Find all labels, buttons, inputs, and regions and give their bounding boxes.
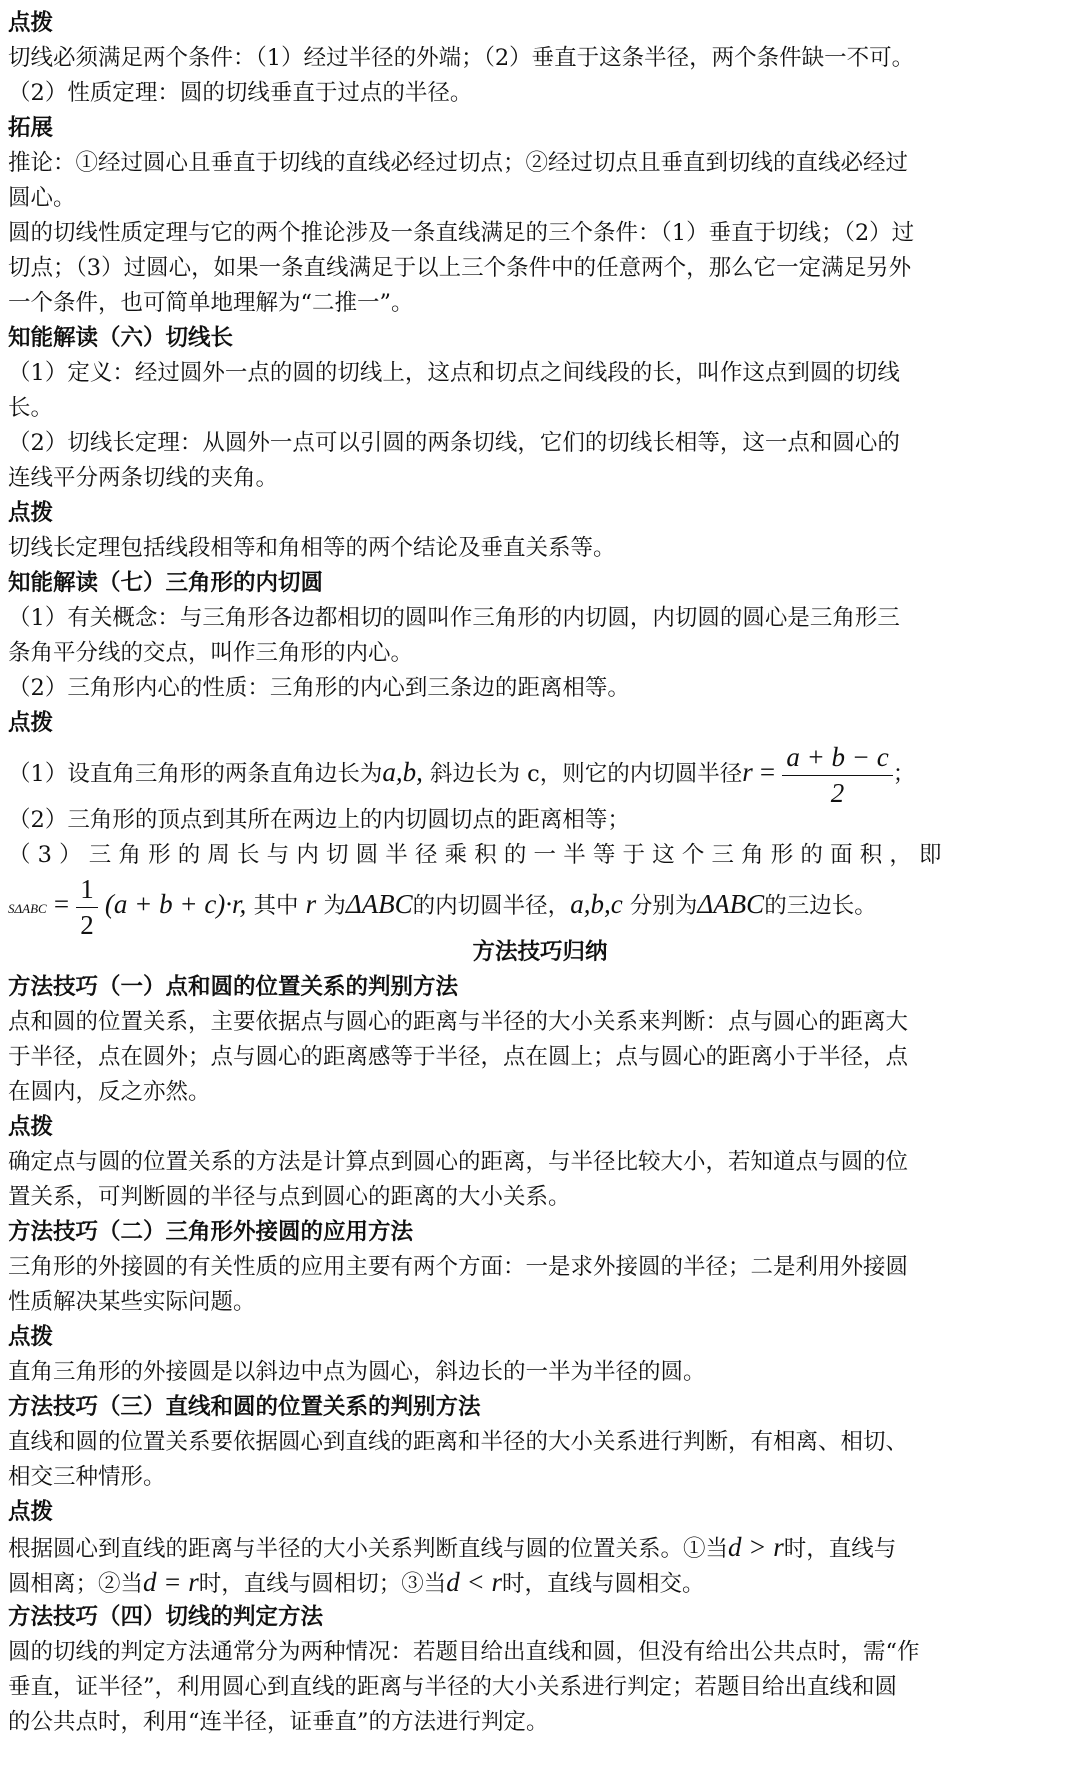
paragraph-line: 直线和圆的位置关系要依据圆心到直线的距离和半径的大小关系进行判断，有相离、相切、 bbox=[8, 1429, 909, 1455]
paragraph-line: 置关系，可判断圆的半径与点到圆心的距离的大小关系。 bbox=[8, 1184, 571, 1210]
paragraph-line: 连线平分两条切线的夹角。 bbox=[8, 465, 279, 491]
paragraph-line: 相交三种情形。 bbox=[8, 1464, 166, 1490]
paragraph-line: （2）性质定理：圆的切线垂直于过点的半径。 bbox=[8, 80, 473, 106]
section-title-methods: 方法技巧归纳 bbox=[472, 939, 608, 965]
section-heading-incircle: 知能解读（七）三角形的内切圆 bbox=[8, 570, 324, 596]
heading-dianbo: 点拨 bbox=[8, 710, 54, 736]
paragraph-line: （1）有关概念：与三角形各边都相切的圆叫作三角形的内切圆，内切圆的圆心是三角形三 bbox=[8, 605, 900, 631]
paragraph-line: 圆心。 bbox=[8, 185, 76, 211]
paragraph-line: 性质解决某些实际问题。 bbox=[8, 1289, 256, 1315]
paragraph-line: 在圆内，反之亦然。 bbox=[8, 1079, 211, 1105]
formula-line-position-1: 根据圆心到直线的距离与半径的大小关系判断直线与圆的位置关系。①当d > r时，直线与 bbox=[8, 1532, 897, 1562]
paragraph-line: （2）切线长定理：从圆外一点可以引圆的两条切线，它们的切线长相等，这一点和圆心的 bbox=[8, 430, 900, 456]
section-heading-method-3: 方法技巧（三）直线和圆的位置关系的判别方法 bbox=[8, 1394, 481, 1420]
paragraph-line: 圆的切线的判定方法通常分为两种情况：若题目给出直线和圆，但没有给出公共点时，需“作 bbox=[8, 1639, 920, 1665]
heading-dianbo: 点拨 bbox=[8, 1499, 54, 1525]
fraction-half: $\frac{1}{2}$ bbox=[76, 876, 98, 936]
formula-line-position-2: 圆相离；②当d = r时，直线与圆相切；③当d < r时，直线与圆相交。 bbox=[8, 1567, 705, 1597]
heading-dianbo: 点拨 bbox=[8, 500, 54, 526]
paragraph-line: 推论：①经过圆心且垂直于切线的直线必经过切点；②经过切点且垂直到切线的直线必经过 bbox=[8, 150, 909, 176]
paragraph-line: 条角平分线的交点，叫作三角形的内心。 bbox=[8, 640, 414, 666]
heading-dianbo: 点拨 bbox=[8, 1324, 54, 1350]
paragraph-line: 垂直，证半径”，利用圆心到直线的距离与半径的大小关系进行判定；若题目给出直线和圆 bbox=[8, 1674, 898, 1700]
paragraph-line: （2）三角形内心的性质：三角形的内心到三条边的距离相等。 bbox=[8, 675, 630, 701]
paragraph-line: 长。 bbox=[8, 395, 54, 421]
formula-incircle-radius: （1）设直角三角形的两条直角边长为a,b, 斜边长为 c，则它的内切圆半径r = $\frac{a + b - c}{2}$ ； bbox=[8, 741, 1072, 803]
section-heading-method-1: 方法技巧（一）点和圆的位置关系的判别方法 bbox=[8, 974, 459, 1000]
paragraph-line: （ 3 ） 三 角 形 的 周 长 与 内 切 圆 半 径 乘 积 的 一 半 等 于 这 个 三 角 形 的 面 积 ， 即 bbox=[8, 842, 942, 868]
paragraph-line: 圆的切线性质定理与它的两个推论涉及一条直线满足的三个条件：（1）垂直于切线；（2）过 bbox=[8, 220, 915, 246]
section-heading-method-4: 方法技巧（四）切线的判定方法 bbox=[8, 1604, 324, 1630]
paragraph-line: （1）定义：经过圆外一点的圆的切线上，这点和切点之间线段的长，叫作这点到圆的切线 bbox=[8, 360, 900, 386]
heading-tuozhan: 拓展 bbox=[8, 115, 54, 141]
math-ab: a,b, bbox=[382, 757, 423, 787]
paragraph-line: 一个条件，也可简单地理解为“二推一”。 bbox=[8, 290, 414, 316]
paragraph-line: （2）三角形的顶点到其所在两边上的内切圆切点的距离相等； bbox=[8, 807, 630, 833]
paragraph-line: 三角形的外接圆的有关性质的应用主要有两个方面：一是求外接圆的半径；二是利用外接圆 bbox=[8, 1254, 909, 1280]
paragraph-line: 切点；（3）过圆心，如果一条直线满足于以上三个条件中的任意两个，那么它一定满足另外 bbox=[8, 255, 912, 281]
paragraph-line: 的公共点时，利用“连半径，证垂直”的方法进行判定。 bbox=[8, 1709, 549, 1735]
paragraph-line: 切线必须满足两个条件：（1）经过半径的外端；（2）垂直于这条半径，两个条件缺一不可。 bbox=[8, 45, 915, 71]
paragraph-line: 切线长定理包括线段相等和角相等的两个结论及垂直关系等。 bbox=[8, 535, 616, 561]
section-heading-tangent-length: 知能解读（六）切线长 bbox=[8, 325, 234, 351]
paragraph-line: 确定点与圆的位置关系的方法是计算点到圆心的距离，与半径比较大小，若知道点与圆的位 bbox=[8, 1149, 909, 1175]
paragraph-line: 于半径，点在圆外；点与圆心的距离感等于半径，点在圆上；点与圆心的距离小于半径，点 bbox=[8, 1044, 909, 1070]
math-r: r bbox=[742, 757, 753, 787]
area-symbol: SΔABC bbox=[8, 901, 47, 916]
paragraph-line: 点和圆的位置关系，主要依据点与圆心的距离与半径的大小关系来判断：点与圆心的距离大 bbox=[8, 1009, 909, 1035]
section-heading-method-2: 方法技巧（二）三角形外接圆的应用方法 bbox=[8, 1219, 414, 1245]
fraction: $\frac{a + b - c}{2}$ bbox=[782, 744, 892, 804]
paragraph-line: 直角三角形的外接圆是以斜边中点为圆心，斜边长的一半为半径的圆。 bbox=[8, 1359, 706, 1385]
formula-triangle-area: SΔABC = $\frac{1}{2}$ (a + b + c)·r, 其中 r 为ΔABC的内切圆半径，a,b,c 分别为ΔABC的三边长。 bbox=[8, 873, 1072, 935]
heading-dianbo: 点拨 bbox=[8, 1114, 54, 1140]
heading-dianbo: 点拨 bbox=[8, 10, 54, 36]
